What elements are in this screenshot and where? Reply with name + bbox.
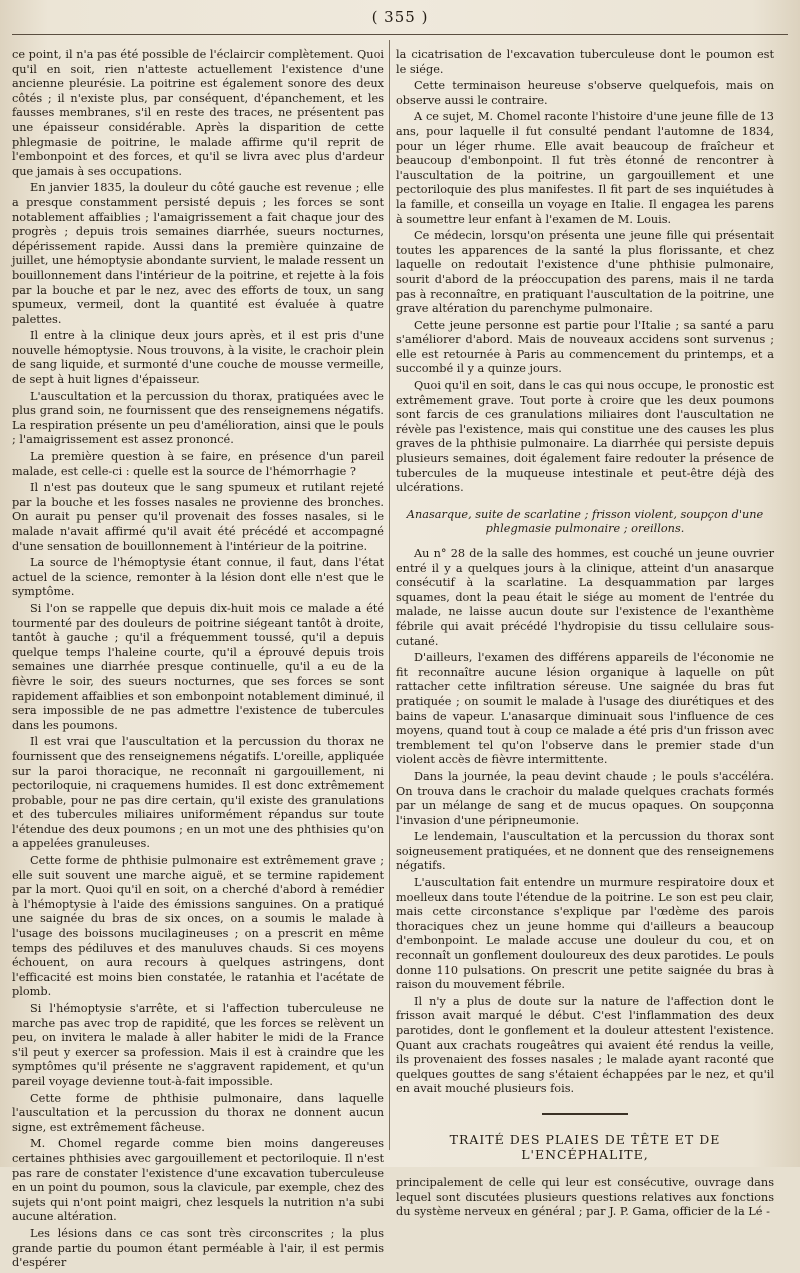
- paragraph: Dans la journée, la peau devint chaude ; le pouls s'accéléra. On trouva dans le crachoir du malade quelques crachats formés par un mélange de sang et de mucus opaques. On soupçonna l'invasion d'une péripneumonie.: [396, 769, 774, 827]
- paragraph: Cette jeune personne est partie pour l'Italie ; sa santé a paru s'améliorer d'abord. Mais de nouveaux accidens sont survenus ; elle est retournée à Paris au commencement du printemps, et a succombé il y a quinze jours.: [396, 318, 774, 376]
- paragraph: Il entre à la clinique deux jours après, et il est pris d'une nouvelle hémoptysie. Nous trouvons, à la visite, le crachoir plein de sang liquide, et surmonté d'une couche de mousse vermeille, de sept à huit lignes d'épaisseur.: [12, 329, 384, 387]
- paragraph: La source de l'hémoptysie étant connue, il faut, dans l'état actuel de la science, remonter à la lésion dont elle n'est que le symptôme.: [12, 556, 384, 599]
- paragraph: L'auscultation fait entendre un murmure respiratoire doux et moelleux dans toute l'étendue de la poitrine. Le son est peu clair, mais cette circonstance s'explique par l'œdème des parois thoraciques chez un jeune homme qui d'ailleurs a beaucoup d'embonpoint. Le malade accuse une douleur du cou, et on reconnaît un gonflement douloureux des deux parotides. Le pouls donne 110 pulsations. On prescrit une petite saignée du bras à raison du mouvement fébrile.: [396, 876, 774, 992]
- section-title: Anasarque, suite de scarlatine ; frisson violent, soupçon d'une phlegmasie pulmonaire ; oreillons.: [406, 507, 764, 536]
- section-separator: [542, 1113, 628, 1115]
- paragraph: La première question à se faire, en présence d'un pareil malade, est celle-ci : quelle est la source de l'hémorrhagie ?: [12, 450, 384, 478]
- paragraph: D'ailleurs, l'examen des différens appareils de l'économie ne fit reconnaître aucune lésion organique à laquelle on pût rattacher cette infiltration séreuse. Une saignée du bras fut pratiquée ; on soumit le malade à l'usage des diurétiques et des bains de vapeur. L'anasarque diminuait sous l'influence de ces moyens, quand tout à coup ce malade a été pris d'un frisson avec tremblement tel qu'on l'observe dans le premier stade d'un violent accès de fièvre intermittente.: [396, 651, 774, 767]
- paragraph: Il est vrai que l'auscultation et la percussion du thorax ne fournissent que des renseignemens négatifs. L'oreille, appliquée sur la paroi thoracique, ne reconnaît ni gargouillement, ni pectoriloquie, ni craquemens humides. Il est donc extrêmement probable, pour ne pas dire certain, qu'il existe des granulations et des tubercules miliaires uniformément répandus sur toute l'étendue des deux poumons ; en un mot une des phthisies qu'on a appelées granuleuses.: [12, 735, 384, 851]
- paragraph: Au n° 28 de la salle des hommes, est couché un jeune ouvrier entré il y a quelques jours à la clinique, atteint d'un anasarque consécutif à la scarlatine. La desquammation par larges squames, dont la peau était le siége au moment de l'entrée du malade, ne laisse aucun doute sur l'existence de l'exanthème fébrile qui avait précédé l'hydropisie du tissu cellulaire sous-cutané.: [396, 547, 774, 648]
- paragraph: la cicatrisation de l'excavation tuberculeuse dont le poumon est le siége.: [396, 48, 774, 76]
- paragraph: En janvier 1835, la douleur du côté gauche est revenue ; elle a presque constamment persisté depuis ; les forces se sont notablement affaiblies ; l'amaigrissement a fait chaque jour des progrès ; depuis trois semaines diarrhée, sueurs nocturnes, dépérissement rapide. Aussi dans la première quinzaine de juillet, une hémoptysie abondante survient, le malade ressent un bouillonnement dans l'intérieur de la poitrine, et rejette à la fois par la bouche et par le nez, avec des efforts de toux, un sang spumeux, vermeil, dont la quantité est évaluée à quatre palettes.: [12, 181, 384, 326]
- paragraph: M. Chomel regarde comme bien moins dangereuses certaines phthisies avec gargouillement et pectoriloquie. Il n'est pas rare de constater l'existence d'une excavation tuberculeuse en un point du poumon, sous la clavicule, par exemple, chez des sujets qui n'ont point maigri, chez lesquels la nutrition n'a subi aucune altération.: [12, 1137, 384, 1224]
- paragraph: Il n'est pas douteux que le sang spumeux et rutilant rejeté par la bouche et les fosses nasales ne provienne des bronches. On aurait pu penser qu'il provenait des fosses nasales, si le malade n'avait affirmé qu'il avait été précédé et accompagné d'une sensation de bouillonnement à l'intérieur de la poitrine.: [12, 481, 384, 553]
- paragraph: A ce sujet, M. Chomel raconte l'histoire d'une jeune fille de 13 ans, pour laquelle il fut consulté pendant l'automne de 1834, pour un léger rhume. Elle avait beaucoup de fraîcheur et beaucoup d'embonpoint. Il fut très étonné de rencontrer à l'auscultation de la poitrine, un gargouillement et une pectoriloquie des plus manifestes. Il fit part de ses inquiétudes à la famille, et conseilla un voyage en Italie. Il engagea les parens à soumettre leur enfant à l'examen de M. Louis.: [396, 110, 774, 226]
- treatise-title: TRAITÉ DES PLAIES DE TÊTE ET DE L'ENCÉPHALITE,: [449, 1131, 721, 1162]
- paragraph: Quoi qu'il en soit, dans le cas qui nous occupe, le pronostic est extrêmement grave. Tout porte à croire que les deux poumons sont farcis de ces granulations miliaires dont l'auscultation ne révèle pas l'existence, mais qui constitue une des causes les plus graves de la phthisie pulmonaire. La diarrhée qui persiste depuis plusieurs semaines, doit également faire redouter la présence de tubercules de la muqueuse intestinale et peut-être déjà des ulcérations.: [396, 379, 775, 495]
- treatise-paragraph: principalement de celle qui leur est consécutive, ouvrage dans lequel sont discutées plusieurs questions relatives aux fonctions du système nerveux en général ; par J. P. Gama, officier de la Lé -: [396, 1176, 774, 1219]
- paragraph: L'auscultation et la percussion du thorax, pratiquées avec le plus grand soin, ne fournissent que des renseignemens négatifs. La respiration présente un peu d'amélioration, ainsi que le pouls ; l'amaigrissement est assez prononcé.: [12, 389, 384, 447]
- paragraph: Si l'on se rappelle que depuis dix-huit mois ce malade a été tourmenté par des douleurs de poitrine siégeant tantôt à droite, tantôt à gauche ; qu'il a fréquemment toussé, qu'il a depuis quelque temps l'haleine courte, qu'il a éprouvé depuis trois semaines une diarrhée presque continuelle, qu'il a eu de la fièvre le soir, des sueurs nocturnes, que ses forces se sont rapidement affaiblies et son embonpoint notablement diminué, il sera impossible de ne pas admettre l'existence de tubercules dans les poumons.: [12, 601, 384, 732]
- paragraph: Ce médecin, lorsqu'on présenta une jeune fille qui présentait toutes les apparences de la santé la plus florissante, et chez laquelle on redoutait l'existence d'une phthisie pulmonaire, sourit d'abord de la préoccupation des parens, mais il ne tarda pas à reconnaître, en pratiquant l'auscultation de la poitrine, une grave altération du parenchyme pulmonaire.: [396, 229, 774, 316]
- paragraph: Cette forme de phthisie pulmonaire, dans laquelle l'auscultation et la percussion du thorax ne donnent aucun signe, est extrêmement fâcheuse.: [12, 1091, 384, 1134]
- column-divider: [389, 40, 390, 1150]
- paragraph: Si l'hémoptysie s'arrête, et si l'affection tuberculeuse ne marche pas avec trop de rapidité, que les forces se relèvent un peu, on invitera le malade à aller habiter le midi de la France s'il peut y exercer sa profession. Mais il est à craindre que les symptômes qu'il présente ne s'aggravent rapidement, et qu'un pareil voyage devienne tout-à-fait impossible.: [12, 1002, 384, 1088]
- paragraph: Le lendemain, l'auscultation et la percussion du thorax sont soigneusement pratiquées, et ne donnent que des renseignemens négatifs.: [396, 830, 774, 873]
- paragraph: Il n'y a plus de doute sur la nature de l'affection dont le frisson avait marqué le début. C'est l'inflammation des deux parotides, dont le gonflement et la douleur attestent l'existence. Quant aux crachats rougeâtres qui avaient été rendus la veille, ils provenaient des fosses nasales ; le malade ayant raconté que quelques gouttes de sang s'étaient échappées par le nez, et qu'il en avait mouché plusieurs fois.: [396, 994, 774, 1096]
- page-number: ( 355 ): [371, 8, 429, 26]
- paragraph: ce point, il n'a pas été possible de l'éclaircir complètement. Quoi qu'il en soit, rien n'atteste actuellement l'existence d'une ancienne pleurésie. La poitrine est également sonore des deux côtés ; il n'existe plus, par conséquent, d'épanchement, et les fausses membranes, s'il en reste des traces, ne présentent pas une épaisseur considérable. Après la disparition de cette phlegmasie de poitrine, le malade affirme qu'il reprit de l'embonpoint et des forces, et qu'il se livra avec plus d'ardeur que jamais à ses occupations.: [12, 48, 384, 178]
- paragraph: Cette terminaison heureuse s'observe quelquefois, mais on observe aussi le contraire.: [396, 79, 774, 107]
- left-column: [12, 48, 384, 1273]
- paragraph: Les lésions dans ce cas sont très circonscrites ; la plus grande partie du poumon étant perméable à l'air, il est permis d'espérer: [12, 1226, 384, 1270]
- right-column: [396, 48, 774, 1222]
- paragraph: Cette forme de phthisie pulmonaire est extrêmement grave ; elle suit souvent une marche aiguë, et se termine rapidement par la mort. Quoi qu'il en soit, on a cherché d'abord à remédier à l'hémoptysie à l'aide des émissions sanguines. On a pratiqué une saignée du bras de six onces, on a soumis le malade à l'usage des boissons mucilagineuses ; on a prescrit en même temps des pédiluves et des manuluves chauds. Si ces moyens échouent, on aura recours à quelques astringens, dont l'efficacité est moins bien constatée, le ratanhia et l'acétate de plomb.: [12, 854, 384, 999]
- top-rule: [12, 34, 788, 35]
